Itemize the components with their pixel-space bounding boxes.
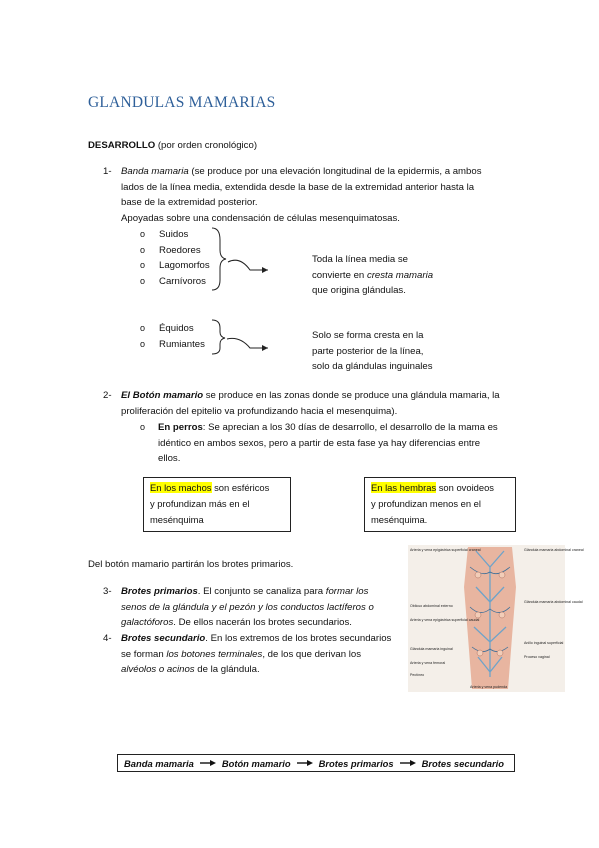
- group-1-note-line-3: que origina glándulas.: [312, 285, 406, 297]
- bullet-marker: o: [140, 323, 146, 333]
- machos-line-1: son esféricos: [211, 482, 270, 493]
- group-2-list: [140, 321, 205, 352]
- heading-rest: (por orden cronológico): [155, 140, 258, 151]
- item-4-number: 4-: [103, 633, 112, 644]
- item-1-apoyadas: Apoyadas sobre una condensación de células mesenquimatosas.: [121, 212, 400, 224]
- item-2-term: El Botón mamario: [121, 390, 204, 401]
- hembras-line-2: y profundizan menos en el: [371, 498, 481, 509]
- figure-label: Arteria y vena epigástrica superficial caudal: [410, 618, 480, 622]
- flow-step: Brotes secundario: [421, 757, 504, 769]
- item-2-line-2: proliferación del epitelio va profundizando hacia el mesenquima).: [121, 405, 398, 417]
- group-1-item: Suidos: [159, 229, 189, 240]
- group-1-note-line-2a: convierte en: [312, 269, 367, 281]
- item-3-line-1a: . El conjunto se canaliza para: [197, 586, 326, 597]
- perros-line-3: ellos.: [158, 453, 181, 465]
- hembras-highlight: En las hembras: [371, 482, 437, 493]
- bullet-marker: o: [140, 422, 146, 432]
- item-3-number: 3-: [103, 586, 112, 597]
- group-1-note-line-2b: cresta mamaria: [366, 269, 434, 281]
- item-4-line-3b: de la glándula.: [194, 664, 260, 676]
- hembras-line-3: mesénquima.: [371, 514, 428, 525]
- item-4-line-1: . En los extremos de los brotes secundarios: [205, 633, 392, 644]
- item-3-line-3b: . De ellos nacerán los brotes secundarios.: [173, 617, 352, 629]
- item-4-line-3a: alvéolos o acinos: [121, 664, 195, 676]
- group-2-note: [312, 328, 433, 375]
- group-1-item: Lagomorfos: [159, 260, 210, 272]
- figure-label: Pectíneo: [410, 673, 425, 677]
- item-1-text: [121, 164, 501, 226]
- group-1-item: Roedores: [159, 244, 201, 256]
- figure-label: Arteria y vena femoral: [410, 661, 446, 665]
- machos-line-2: y profundizan más en el: [150, 498, 250, 509]
- perros-line-1: : Se aprecian a los 30 días de desarrollo, el desarrollo de la mama es: [202, 422, 498, 433]
- section-heading: [88, 138, 257, 154]
- machos-highlight: En los machos: [150, 482, 212, 493]
- group-2-item: Rumiantes: [159, 338, 205, 350]
- perros-label: En perros: [158, 422, 203, 433]
- item-2-line-1: se produce en las zonas donde se produce una glándula mamaria, la: [203, 390, 500, 401]
- item-1-line-3: base de la extremidad posterior.: [121, 197, 258, 209]
- brace-arrow-icon: [210, 318, 272, 356]
- item-1-number: 1-: [103, 166, 112, 177]
- figure-label: Glándula mamaria inguinal: [410, 647, 453, 651]
- arrow-right-icon: [400, 759, 416, 767]
- group-1-list: [140, 227, 210, 289]
- item-2-text: [121, 388, 521, 419]
- item-3-text: [121, 584, 401, 631]
- group-2-note-line-1: Solo se forma cresta en la: [312, 330, 424, 341]
- item-4-term: Brotes secundario: [121, 633, 206, 644]
- hembras-box: [364, 477, 516, 532]
- item-1-line-2: lados de la línea media, extendida desde la base de la extremidad anterior hasta la: [121, 181, 475, 193]
- arrow-right-icon: [297, 759, 313, 767]
- group-2-item: Équidos: [159, 323, 194, 334]
- development-flow-box: [117, 754, 515, 772]
- group-2-note-line-3: solo da glándulas inguinales: [312, 361, 433, 373]
- figure-label: Oblicuo abdominal externo: [410, 604, 453, 608]
- item-4-text: [121, 631, 406, 678]
- group-1-note: [312, 252, 433, 299]
- figure-label: Arteria y vena epigástrica superficial craneal: [410, 548, 481, 552]
- brace-arrow-icon: [210, 226, 272, 292]
- group-1-note-line-1: Toda la línea media se: [312, 254, 408, 265]
- perros-text: [158, 420, 508, 467]
- del-boton-text: Del botón mamario partirán los brotes primarios.: [88, 559, 294, 570]
- perros-line-2: idéntico en ambos sexos, pero a partir de esta fase ya hay diferencias entre: [158, 437, 481, 449]
- bullet-marker: o: [140, 229, 146, 239]
- bullet-marker: o: [140, 275, 146, 286]
- figure-label: Glándula mamaria abdominal caudal: [524, 600, 583, 604]
- figure-label: Proceso vaginal: [524, 655, 550, 659]
- machos-box: [143, 477, 291, 532]
- item-4-line-2a: se forman: [121, 648, 167, 660]
- group-1-item: Carnívoros: [159, 275, 206, 287]
- machos-line-3: mesénquima: [150, 514, 204, 525]
- arrow-right-icon: [200, 759, 216, 767]
- item-1-term: Banda mamaria: [121, 166, 189, 177]
- item-2-number: 2-: [103, 390, 112, 401]
- bullet-marker: o: [140, 260, 146, 271]
- figure-label: Glándula mamaria abdominal craneal: [524, 548, 584, 552]
- hembras-line-1: son ovoideos: [436, 482, 494, 493]
- item-3-line-1b: formar los: [325, 586, 369, 597]
- heading-bold: DESARROLLO: [88, 140, 156, 151]
- flow-step: Brotes primarios: [318, 757, 394, 769]
- item-3-term: Brotes primarios: [121, 586, 198, 597]
- group-2-note-line-2: parte posterior de la línea,: [312, 345, 424, 357]
- item-4-line-2b: los botones terminales: [166, 648, 263, 660]
- flow-step: Botón mamario: [221, 757, 291, 769]
- mammary-anatomy-figure: [408, 545, 584, 692]
- figure-label: Arteria y vena pudenda: [470, 685, 508, 689]
- page-title: GLANDULAS MAMARIAS: [88, 94, 276, 111]
- bullet-marker: o: [140, 338, 146, 349]
- flow-step: Banda mamaria: [124, 757, 194, 769]
- item-1-line-1: (se produce por una elevación longitudinal de la epidermis, a ambos: [188, 166, 482, 177]
- item-3-line-2: senos de la glándula y el pezón y los conductos lactíferos o: [121, 601, 374, 613]
- item-4-line-2c: , de los que derivan los: [262, 648, 361, 660]
- item-3-line-3a: galactóforos: [121, 617, 174, 629]
- figure-label: Anillo inguinal superficial: [524, 641, 564, 645]
- bullet-marker: o: [140, 244, 146, 255]
